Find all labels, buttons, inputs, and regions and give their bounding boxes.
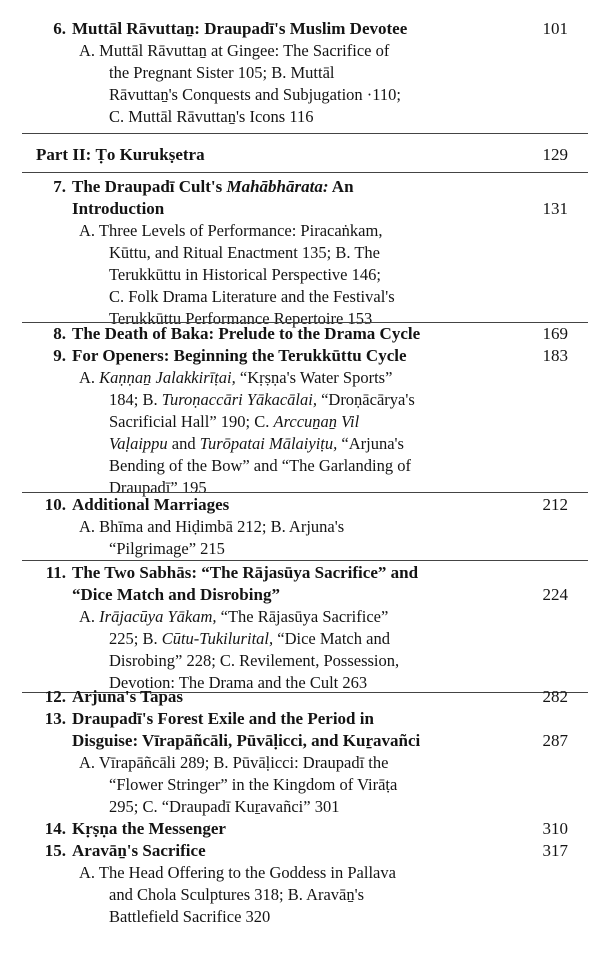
toc-part-heading: Part II: Ṭo Kurukṣetra [36, 145, 205, 164]
toc-chapter-title: 13. Draupadī's Forest Exile and the Period in Disguise: Vīrapāñcāli, Pūvāḷicci, and Kuṟavañci [44, 709, 421, 750]
toc-page-number: 224 [542, 585, 568, 604]
toc-chapter-title: 8. The Death of Baka: Prelude to the Drama Cycle [53, 324, 421, 343]
toc-page-number: 317 [542, 841, 568, 860]
toc-subentries: A. The Head Offering to the Goddess in Pallava and Chola Sculptures 318; B. Aravāṉ's Battlefield Sacrifice 320 [79, 863, 396, 926]
toc-subentries: A. Muttāl Rāvuttaṉ at Gingee: The Sacrifice of the Pregnant Sister 105; B. Muttāl Rāvuttaṉ's Conquests and Subjugation ·110; C. Muttāl Rāvuttaṉ's Icons 116 [79, 41, 402, 126]
toc-page-number: 287 [542, 731, 568, 750]
toc-page-number: 169 [542, 324, 568, 343]
section-rule [22, 560, 588, 561]
section-rule [22, 492, 588, 493]
section-rule [22, 172, 588, 173]
toc-page-number: 310 [542, 819, 568, 838]
toc-subentries: A. Kaṇṇaṉ Jalakkirīṭai, “Kṛṣṇa's Water Sports” 184; B. Turoṇaccāri Yākacālai, “Droṇācārya's Sacrificial Hall” 190; C. Arccuṉaṉ Vil Vaḷaippu and Turōpatai Mālaiyiṭu, “Arjuna's Bending of the Bow” and “The Garlanding of Draupadī” 195 [79, 368, 415, 497]
toc-page-number: 131 [542, 199, 568, 218]
toc-page-number: 101 [542, 19, 568, 38]
toc-page-number: 129 [542, 145, 568, 164]
toc-chapter-title: 9. For Openers: Beginning the Terukkūttu Cycle [53, 346, 407, 365]
toc-chapter-title: 14. Kṛṣṇa the Messenger [44, 819, 226, 838]
toc-chapter-title: 12. Arjuna's Tapas [44, 687, 184, 706]
toc-subentries: A. Bhīma and Hiḍimbā 212; B. Arjuna's “Pilgrimage” 215 [79, 517, 345, 558]
toc-subentries: A. Vīrapāñcāli 289; B. Pūvāḷicci: Draupadī the “Flower Stringer” in the Kingdom of Virāṭa 295; C. “Draupadī Kuṟavañci” 301 [79, 753, 398, 816]
toc-chapter-title: 10. Additional Marriages [44, 495, 230, 514]
toc-chapter-title: 11. The Two Sabhās: “The Rājasūya Sacrifice” and “Dice Match and Disrobing” [45, 563, 419, 604]
toc-page-number: 282 [542, 687, 568, 706]
toc-chapter-title: 6. Muttāl Rāvuttaṉ: Draupadī's Muslim Devotee [53, 19, 408, 38]
toc-chapter-title: 7. The Draupadī Cult's Mahābhārata: An Introduction [53, 177, 354, 218]
toc-subentries: A. Irājacūya Yākam, “The Rājasūya Sacrifice” 225; B. Cūtu-Tukilurital, “Dice Match and Disrobing” 228; C. Revilement, Possession, Devotion: The Drama and the Cult 263 [79, 607, 400, 692]
toc-subentries: A. Three Levels of Performance: Piracaṅkam, Kūttu, and Ritual Enactment 135; B. The Terukkūttu in Historical Perspective 146; C. Folk Drama Literature and the Festival's Terukkūttu Performance Repertoire 153 [79, 221, 395, 328]
section-rule [22, 133, 588, 134]
toc-chapter-title: 15. Aravāṉ's Sacrifice [44, 841, 206, 860]
toc-page-number: 183 [542, 346, 568, 365]
toc-page-number: 212 [542, 495, 568, 514]
